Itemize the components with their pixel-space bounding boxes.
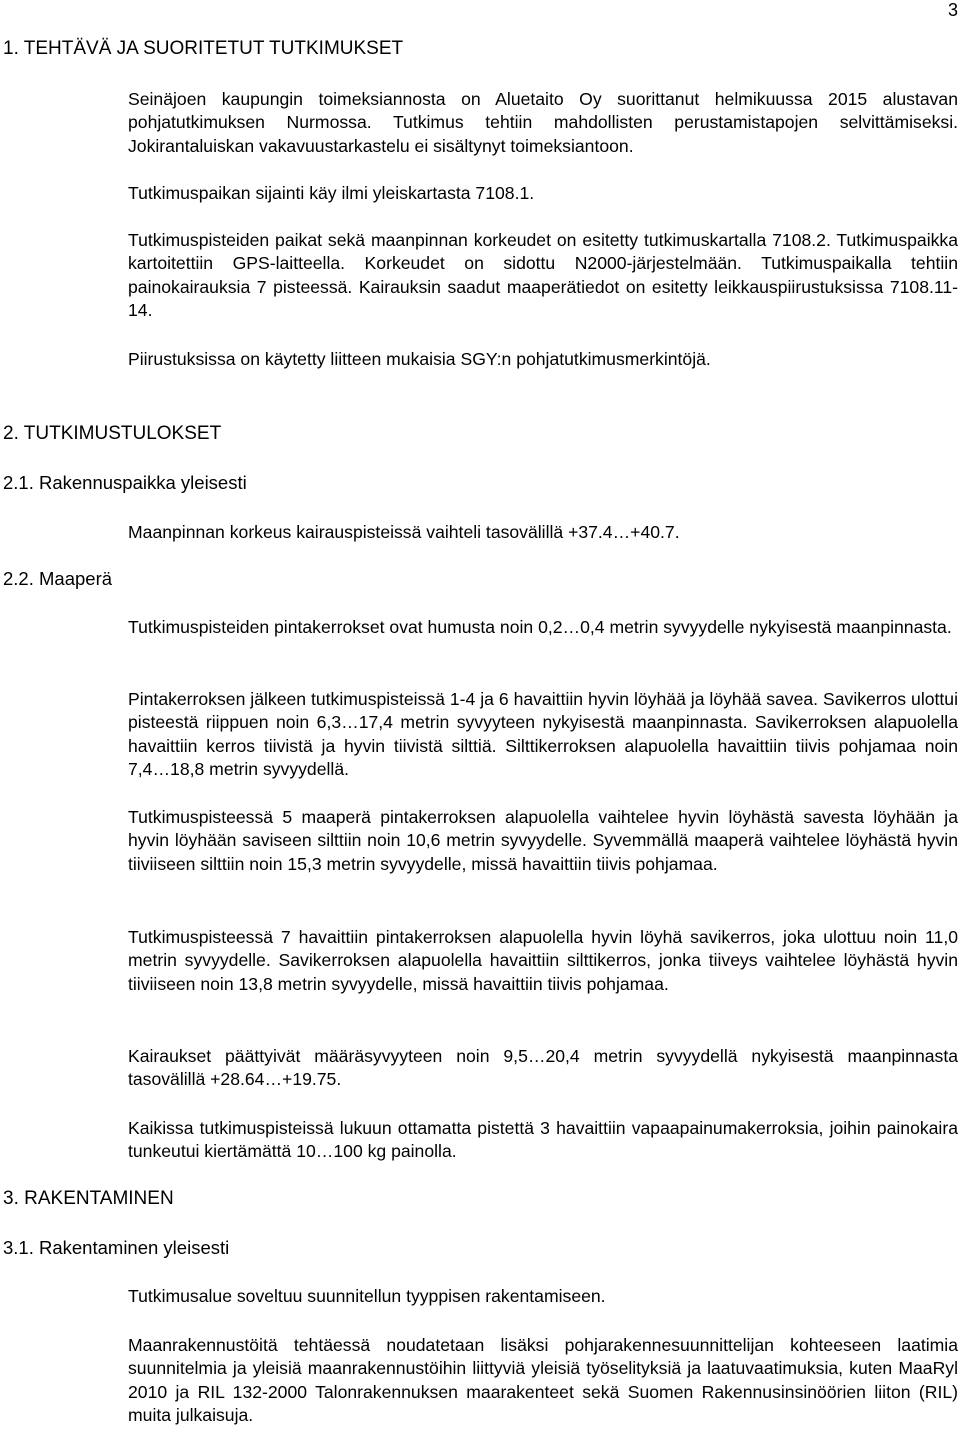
build-paragraph-2: Maanrakennustöitä tehtäessä noudatetaan lisäksi pohjarakennesuunnittelijan kohteeseen laatimia suunnitelmia ja yleisiä maanrakennustöihin liittyviä yleisiä työselityksiä ja laatuvaatimuksia, kuten MaaRyl 2010 ja RIL 132-2000 Talonrakennuksen maarakenteet sekä Suomen Rakennusinsinöörien liiton (RIL) muita julkaisuja. — [128, 1335, 958, 1426]
page-number: 3 — [947, 0, 958, 20]
soil-paragraph-3: Tutkimuspisteessä 5 maaperä pintakerroksen alapuolella vaihtelee hyvin löyhästä savesta löyhään ja hyvin löyhään saviseen silttiin noin 10,6 metrin syvyydelle. Syvemmällä maaperä vaihtelee löyhästä hyvin tiiviiseen silttiin noin 15,3 metrin syvyydelle, missä havaittiin tiivis pohjamaa. — [128, 807, 958, 874]
section-2-heading: 2. TUTKIMUSTULOKSET — [3, 423, 222, 444]
soil-paragraph-6: Kaikissa tutkimuspisteissä lukuun ottamatta pistettä 3 havaittiin vapaapainumakerroksia, joihin painokaira tunkeutui kiertämättä 10…100 kg painolla. — [128, 1118, 958, 1162]
section-1-heading: 1. TEHTÄVÄ JA SUORITETUT TUTKIMUKSET — [3, 38, 404, 59]
symbols-paragraph: Piirustuksissa on käytetty liitteen mukaisia SGY:n pohjatutkimusmerkintöjä. — [128, 349, 711, 369]
intro-paragraph: Seinäjoen kaupungin toimeksiannosta on Aluetaito Oy suorittanut helmikuussa 2015 alustavan pohjatutkimuksen Nurmossa. Tutkimus tehtiin mahdollisten perustamistapojen selvittämiseksi. Jokirantaluiskan vakavuustarkastelu ei sisältynyt toimeksiantoon. — [128, 89, 958, 156]
soil-paragraph-5: Kairaukset päättyivät määräsyvyyteen noin 9,5…20,4 metrin syvyydellä nykyisestä maanpinnasta tasovälillä +28.64…+19.75. — [128, 1046, 958, 1090]
soil-paragraph-2: Pintakerroksen jälkeen tutkimuspisteissä 1-4 ja 6 havaittiin hyvin löyhää ja löyhää savea. Savikerros ulottui pisteestä riippuen noin 6,3…17,4 metrin syvyyteen nykyisestä maanpinnasta. Savikerroksen alapuolella havaittiin kerros tiivistä ja hyvin tiivistä silttiä. Silttikerroksen alapuolella havaittiin tiivis pohjamaa noin 7,4…18,8 metrin syvyydellä. — [128, 689, 958, 780]
section-3-1-heading: 3.1. Rakentaminen yleisesti — [3, 1237, 230, 1258]
section-2-1-heading: 2.1. Rakennuspaikka yleisesti — [3, 472, 247, 493]
build-paragraph-1: Tutkimusalue soveltuu suunnitellun tyyppisen rakentamiseen. — [128, 1286, 606, 1306]
elevation-paragraph: Maanpinnan korkeus kairauspisteissä vaihteli tasovälillä +37.4…+40.7. — [128, 522, 680, 542]
section-2-2-heading: 2.2. Maaperä — [3, 568, 113, 589]
location-paragraph: Tutkimuspaikan sijainti käy ilmi yleiskartasta 7108.1. — [128, 183, 535, 203]
soil-paragraph-1: Tutkimuspisteiden pintakerrokset ovat humusta noin 0,2…0,4 metrin syvyydelle nykyisestä maanpinnasta. — [128, 617, 952, 637]
section-3-heading: 3. RAKENTAMINEN — [3, 1188, 174, 1209]
soil-paragraph-4: Tutkimuspisteessä 7 havaittiin pintakerroksen alapuolella hyvin löyhä savikerros, joka ulottuu noin 11,0 metrin syvyydelle. Savikerroksen alapuolella havaittiin silttikerros, jonka tiiveys vaihtelee löyhästä hyvin tiiviiseen noin 13,8 metrin syvyydelle, missä havaittiin tiivis pohjamaa. — [128, 927, 958, 994]
points-paragraph: Tutkimuspisteiden paikat sekä maanpinnan korkeudet on esitetty tutkimuskartalla 7108.2. Tutkimuspaikka kartoitettiin GPS-laitteella. Korkeudet on sidottu N2000-järjestelmään. Tutkimuspaikalla tehtiin painokairauksia 7 pisteessä. Kairauksin saadut maaperätiedot on esitetty leikkauspiirustuksissa 7108.11-14. — [128, 230, 958, 321]
